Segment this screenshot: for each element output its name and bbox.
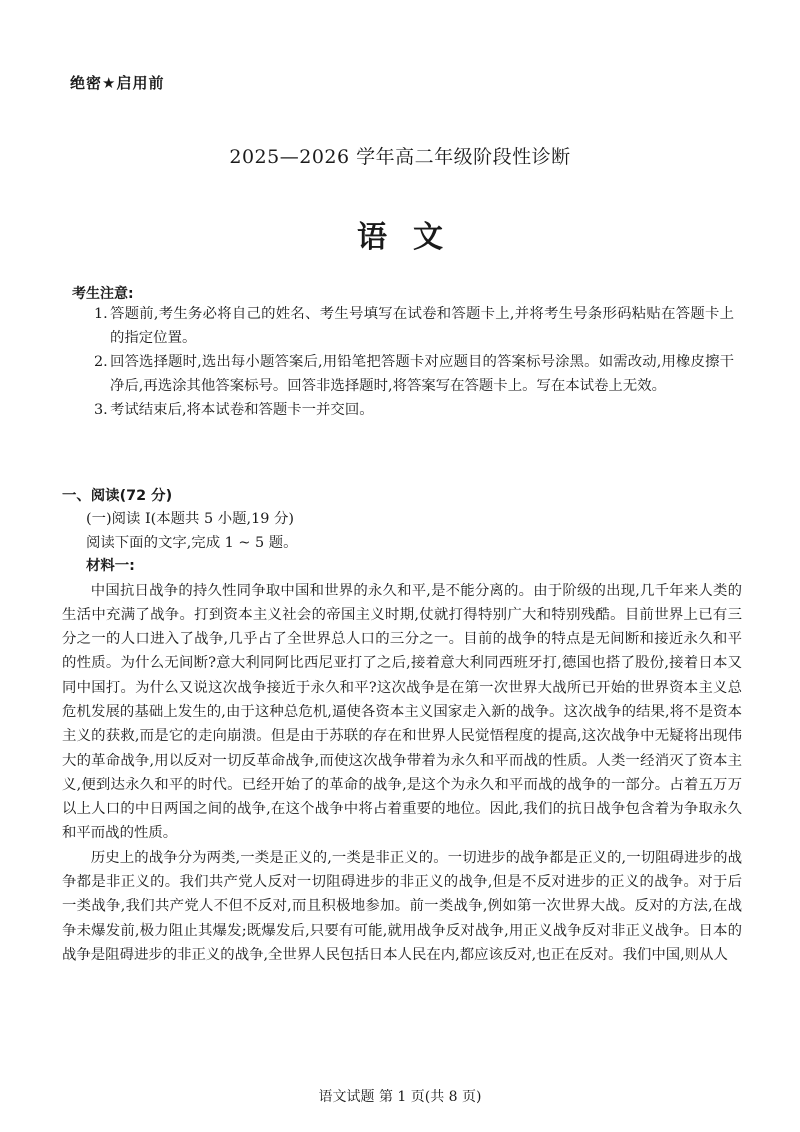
notice-item-number: 3. <box>94 402 108 418</box>
reading-section <box>62 508 742 967</box>
exam-title: 2025—2026 学年高二年级阶段性诊断 <box>229 146 571 168</box>
material-paragraph: 中国抗日战争的持久性同争取中国和世界的永久和平,是不能分离的。由于阶级的出现,几千年来人类的生活中充满了战争。打到资本主义社会的帝国主义时期,仗就打得特别广大和特别残酷。目前世界上已有三分之一的人口进入了战争,几乎占了全世界总人口的三分之一。目前的战争的特点是无间断和接近永久和平的性质。为什么无间断?意大利同阿比西尼亚打了之后,接着意大利同西班牙打,德国也搭了股份,接着日本又同中国打。为什么又说这次战争接近于永久和平?这次战争是在第一次世界大战所已开始的世界资本主义总危机发展的基础上发生的,由于这种总危机,逼使各资本主义国家走入新的战争。这次战争的结果,将不是资本主义的获救,而是它的走向崩溃。但是由于苏联的存在和世界人民觉悟程度的提高,这次战争中无疑将出现伟大的革命战争,用以反对一切反革命战争,而使这次战争带着为永久和平而战的性质。人类一经消灭了资本主义,便到达永久和平的时代。已经开始了的革命的战争,是这个为永久和平而战的战争的一部分。占着五万万以上人口的中日两国之间的战争,在这个战争中将占着重要的地位。因此,我们的抗日战争包含着为争取永久和平而战的性质。 <box>62 582 742 842</box>
notice-item-text: 答题前,考生务必将自己的姓名、考生号填写在试卷和答题卡上,并将考生号条形码粘贴在答题卡上的指定位置。 <box>110 306 734 346</box>
reading-instruction: 阅读下面的文字,完成 1 ~ 5 题。 <box>86 534 298 551</box>
notice-item-text: 考试结束后,将本试卷和答题卡一并交回。 <box>110 402 374 418</box>
material-paragraph: 历史上的战争分为两类,一类是正义的,一类是非正义的。一切进步的战争都是正义的,一切阻碍进步的战争都是非正义的。我们共产党人反对一切阻碍进步的非正义的战争,但是不反对进步的正义的战争。对于后一类战争,我们共产党人不但不反对,而且积极地参加。前一类战争,例如第一次世界大战。反对的方法,在战争未爆发前,极力阻止其爆发;既爆发后,只要有可能,就用战争反对战争,用正义战争反对非正义战争。日本的战争是阻碍进步的非正义的战争,全世界人民包括日本人民在内,都应该反对,也正在反对。我们中国,则从人 <box>62 849 742 963</box>
material-label: 材料一: <box>86 558 135 574</box>
notice-item <box>94 302 734 350</box>
subsection-title: (一)阅读 I(本题共 5 小题,19 分) <box>86 511 294 527</box>
notice-item-number: 2. <box>94 354 108 370</box>
notice-item-number: 1. <box>94 306 108 322</box>
notice-heading: 考生注意: <box>72 286 134 302</box>
notice-list <box>94 302 734 422</box>
section-heading: 一、阅读(72 分) <box>62 488 173 504</box>
confidential-mark: 绝密★启用前 <box>70 74 165 92</box>
notice-item <box>94 350 734 398</box>
notice-item-text: 回答选择题时,选出每小题答案后,用铅笔把答题卡对应题目的答案标号涂黑。如需改动,用橡皮擦干净后,再选涂其他答案标号。回答非选择题时,将答案写在答题卡上。写在本试卷上无效。 <box>110 354 734 394</box>
subject-title: 语文 <box>357 220 469 255</box>
notice-item <box>94 398 734 422</box>
page-footer: 语文试题 第 1 页(共 8 页) <box>318 1089 482 1105</box>
